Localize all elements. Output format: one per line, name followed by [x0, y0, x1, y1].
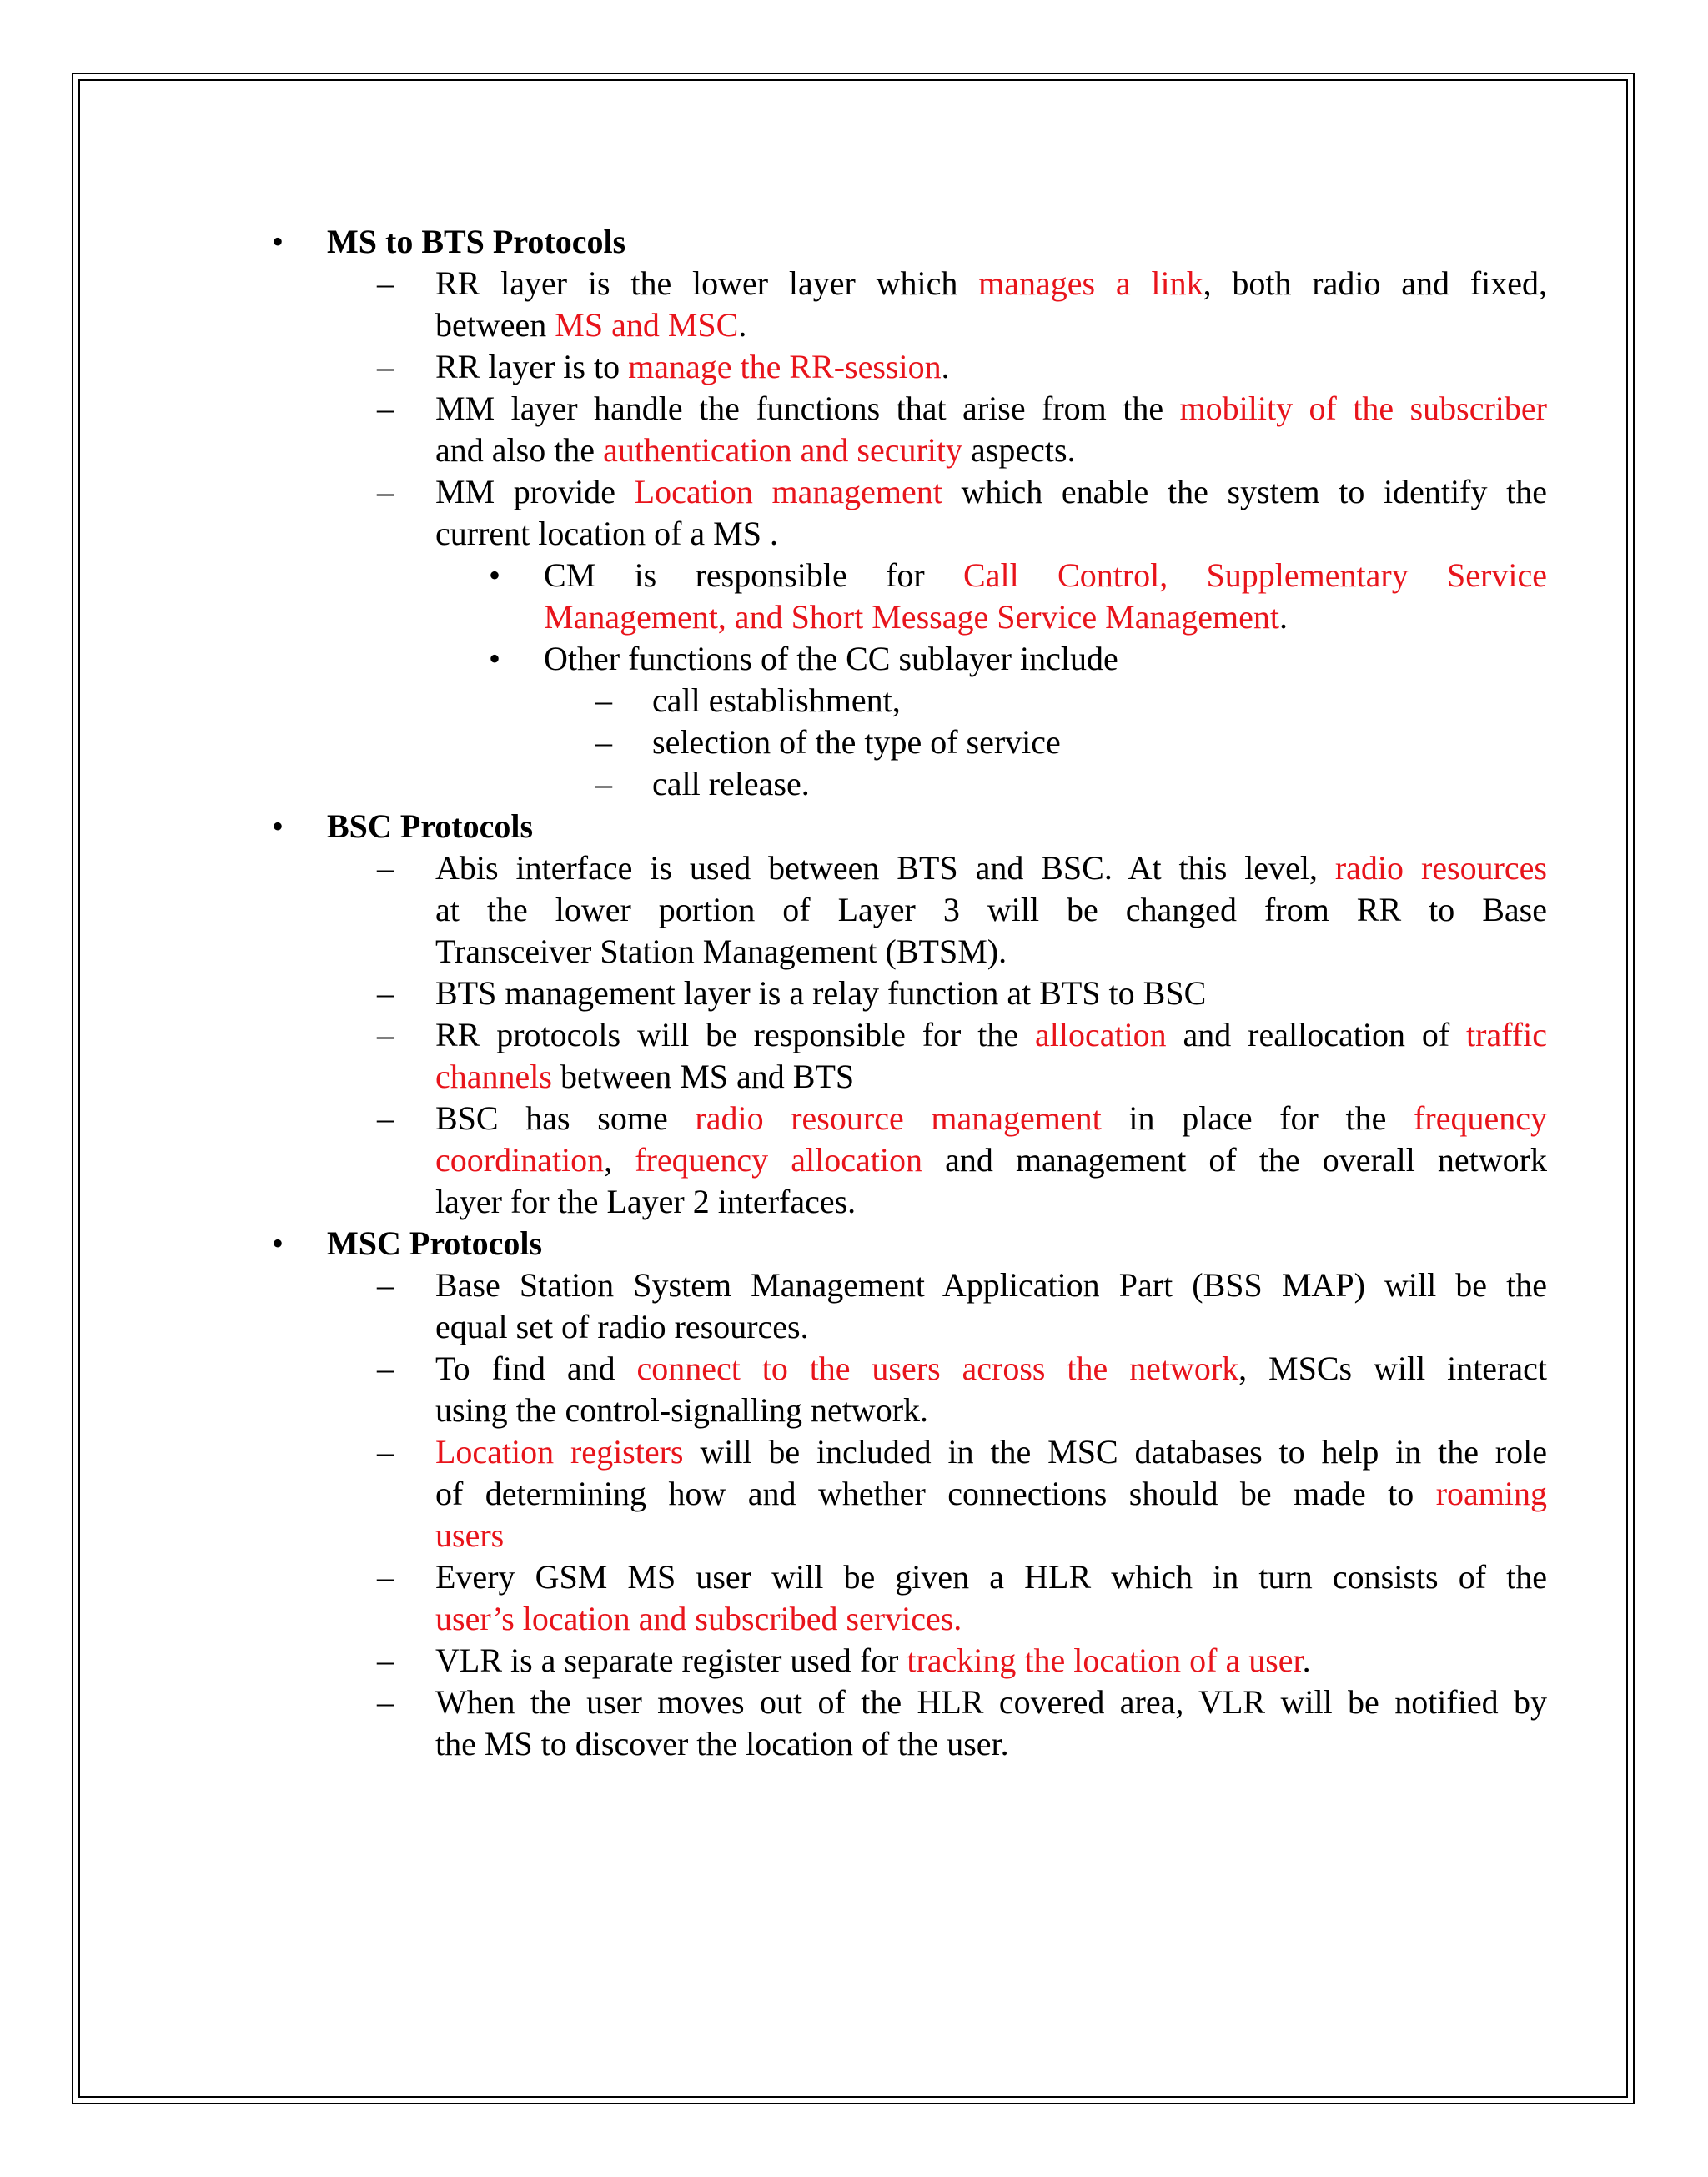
- text-line: When the user moves out of the HLR covered area, VLR will be notified by: [435, 1683, 1547, 1721]
- text-line: RR protocols will be responsible for the allocation and reallocation of traffic: [435, 1016, 1547, 1053]
- dash-marker: –: [377, 1433, 394, 1471]
- dash-marker: –: [595, 765, 612, 802]
- dash-marker: –: [595, 681, 612, 719]
- text-line: RR layer is to manage the RR-session.: [435, 348, 950, 385]
- dash-marker: –: [377, 1558, 394, 1596]
- bullet-marker: •: [489, 640, 501, 677]
- dash-marker: –: [377, 348, 394, 385]
- dash-marker: –: [377, 1016, 394, 1053]
- dash-marker: –: [377, 1683, 394, 1721]
- text-line: the MS to discover the location of the user.: [435, 1725, 1009, 1762]
- text-line: To find and connect to the users across the network, MSCs will interact: [435, 1350, 1548, 1387]
- text-line: using the control-signalling network.: [435, 1391, 929, 1429]
- text-line: channels between MS and BTS: [435, 1058, 855, 1095]
- text-line: at the lower portion of Layer 3 will be changed from RR to Base: [435, 891, 1547, 928]
- text-line: Every GSM MS user will be given a HLR which in turn consists of the: [435, 1558, 1547, 1596]
- text-line: equal set of radio resources.: [435, 1308, 809, 1345]
- text-line: layer for the Layer 2 interfaces.: [435, 1183, 857, 1220]
- dash-marker: –: [377, 264, 394, 302]
- text-line: BSC has some radio resource management in place for the frequency: [435, 1099, 1547, 1137]
- text-line: current location of a MS .: [435, 515, 778, 552]
- bullet-marker: •: [272, 807, 284, 845]
- text-line: between MS and MSC.: [435, 306, 747, 344]
- dash-marker: –: [377, 849, 394, 887]
- text-line: Other functions of the CC sublayer include: [544, 640, 1118, 677]
- text-line: coordination, frequency allocation and management of the overall network: [435, 1141, 1547, 1179]
- dash-marker: –: [377, 1350, 394, 1387]
- text-line: MM layer handle the functions that arise from the mobility of the subscriber: [435, 390, 1547, 427]
- text-line: Location registers will be included in the MSC databases to help in the role: [435, 1433, 1547, 1471]
- text-line: Transceiver Station Management (BTSM).: [435, 933, 1007, 970]
- text-line: Management, and Short Message Service Management.: [544, 598, 1288, 636]
- dash-marker: –: [595, 723, 612, 761]
- dash-marker: –: [377, 390, 394, 427]
- text-line: call establishment,: [652, 681, 901, 719]
- dash-marker: –: [377, 1642, 394, 1679]
- text-line: CM is responsible for Call Control, Supplementary Service: [544, 556, 1547, 594]
- section-heading-ms-bts: MS to BTS Protocols: [327, 223, 626, 260]
- text-line: users: [435, 1516, 505, 1554]
- text-line: Abis interface is used between BTS and BSC. At this level, radio resources: [435, 849, 1547, 887]
- bullet-marker: •: [489, 556, 501, 594]
- text-line: Base Station System Management Application Part (BSS MAP) will be the: [435, 1266, 1547, 1304]
- dash-marker: –: [377, 974, 394, 1012]
- dash-marker: –: [377, 473, 394, 510]
- bullet-marker: •: [272, 1224, 284, 1262]
- text-line: call release.: [652, 765, 810, 802]
- text-line: selection of the type of service: [652, 723, 1061, 761]
- text-line: user’s location and subscribed services.: [435, 1600, 962, 1637]
- bullet-marker: •: [272, 223, 284, 260]
- section-heading-msc: MSC Protocols: [327, 1224, 543, 1262]
- text-line: RR layer is the lower layer which manages a link, both radio and fixed,: [435, 264, 1548, 302]
- text-line: and also the authentication and security aspects.: [435, 431, 1076, 469]
- dash-marker: –: [377, 1266, 394, 1304]
- dash-marker: –: [377, 1099, 394, 1137]
- text-line: MM provide Location management which enable the system to identify the: [435, 473, 1547, 510]
- text-line: of determining how and whether connections should be made to roaming: [435, 1475, 1547, 1512]
- text-line: VLR is a separate register used for tracking the location of a user.: [435, 1642, 1311, 1679]
- section-heading-bsc: BSC Protocols: [327, 807, 534, 845]
- text-line: BTS management layer is a relay function at BTS to BSC: [435, 974, 1207, 1012]
